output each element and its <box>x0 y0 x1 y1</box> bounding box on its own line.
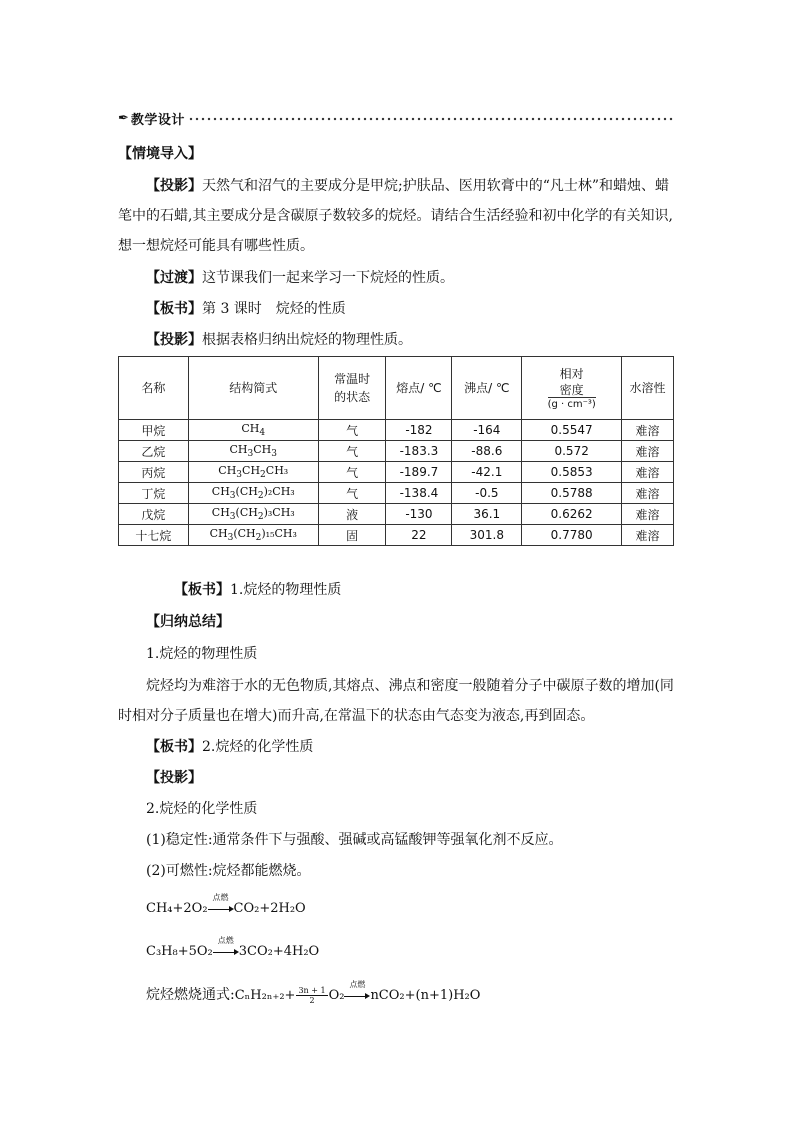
cell-formula <box>188 441 318 462</box>
formula-part: CH₃ <box>265 463 289 477</box>
equation-left: C₃H₈+5O₂ <box>146 944 213 959</box>
equation-left: CₙH₂ₙ₊₂+ <box>234 988 296 1003</box>
board-chemical-properties <box>146 737 313 757</box>
tag-board: 【板书】 <box>146 739 202 755</box>
formula-subscript: 4 <box>259 428 266 439</box>
header-density-unit: (g · cm⁻³) <box>547 398 596 410</box>
pen-icon: ✒ <box>118 110 129 126</box>
cell-density: 0.7780 <box>522 525 622 546</box>
reaction-condition: 点燃 <box>212 892 229 902</box>
cell-melting-point: -189.7 <box>386 462 452 483</box>
paragraph-projection-1 <box>118 171 674 261</box>
cell-formula <box>188 483 318 504</box>
formula-subscript: 2 <box>255 533 262 544</box>
tag-projection: 【投影】 <box>146 770 202 786</box>
formula-subscript: 3 <box>227 533 234 544</box>
equation-right: 3CO₂+4H₂O <box>238 944 320 959</box>
formula-part: CH <box>211 505 230 519</box>
equation-oxygen: O₂ <box>328 988 345 1003</box>
cell-density: 0.5547 <box>522 420 622 441</box>
header-state <box>318 357 386 420</box>
cell-melting-point: 22 <box>386 525 452 546</box>
cell-formula <box>188 525 318 546</box>
equation-right: CO₂+2H₂O <box>233 901 306 916</box>
cell-boiling-point: -88.6 <box>452 441 522 462</box>
header-name: 名称 <box>119 357 189 420</box>
cell-solubility: 难溶 <box>622 441 674 462</box>
table-row <box>119 420 674 441</box>
cell-boiling-point: -42.1 <box>452 462 522 483</box>
physical-properties-text: 烷烃均为难溶于水的无色物质,其熔点、沸点和密度一般随着分子中碳原子数的增加(同时相对分子质量也在增大)而升高,在常温下的状态由气态变为液态,再到固态。 <box>118 678 674 724</box>
cell-melting-point: -130 <box>386 504 452 525</box>
dotted-divider <box>188 116 674 122</box>
fraction-numerator: 3n + 1 <box>298 986 326 995</box>
board-text: 1.烷烃的物理性质 <box>230 582 342 598</box>
equation-methane <box>146 892 306 916</box>
formula-subscript: 3 <box>229 512 236 523</box>
cell-state: 液 <box>318 504 386 525</box>
reaction-arrow <box>213 935 239 958</box>
table-row <box>119 483 674 504</box>
cell-name: 戊烷 <box>119 504 189 525</box>
reaction-arrow <box>344 979 370 1002</box>
header-density-line2: 密度 <box>548 383 596 398</box>
intro-heading: 【情境导入】 <box>118 146 202 162</box>
tag-projection: 【投影】 <box>146 178 202 194</box>
cell-solubility: 难溶 <box>622 462 674 483</box>
header-formula: 结构简式 <box>188 357 318 420</box>
paragraph-board-lesson <box>146 299 346 319</box>
cell-solubility: 难溶 <box>622 504 674 525</box>
cell-state: 气 <box>318 462 386 483</box>
table-body <box>119 420 674 546</box>
board-physical-properties <box>174 580 341 600</box>
formula-part: (CH <box>235 484 258 498</box>
paragraph-transition <box>146 268 454 288</box>
cell-name: 丙烷 <box>119 462 189 483</box>
cell-boiling-point: -0.5 <box>452 483 522 504</box>
summary-heading: 【归纳总结】 <box>146 614 230 630</box>
paragraph-text: 这节课我们一起来学习一下烷烃的性质。 <box>202 270 454 286</box>
header-density-fraction <box>548 383 596 412</box>
formula-part: CH <box>209 526 228 540</box>
equation-right: nCO₂+(n+1)H₂O <box>370 988 481 1003</box>
cell-density: 0.5853 <box>522 462 622 483</box>
reaction-arrow <box>208 892 234 915</box>
cell-formula <box>188 504 318 525</box>
chemical-stability: (1)稳定性:通常条件下与强酸、强碱或高锰酸钾等强氧化剂不反应。 <box>146 832 563 848</box>
equation-prefix: 烷烃燃烧通式: <box>146 987 235 1003</box>
formula-part: CH <box>242 463 261 477</box>
cell-melting-point: -182 <box>386 420 452 441</box>
header-density-line1: 相对 <box>559 366 584 381</box>
header-solubility: 水溶性 <box>622 357 674 420</box>
reaction-condition: 点燃 <box>217 935 234 945</box>
section-header <box>118 108 674 128</box>
table-row <box>119 441 674 462</box>
cell-state: 气 <box>318 483 386 504</box>
header-state-line2: 的状态 <box>334 390 371 404</box>
cell-name: 十七烷 <box>119 525 189 546</box>
cell-solubility: 难溶 <box>622 525 674 546</box>
cell-density: 0.6262 <box>522 504 622 525</box>
table-header-row <box>119 357 674 420</box>
reaction-condition: 点燃 <box>349 979 366 989</box>
cell-name: 乙烷 <box>119 441 189 462</box>
formula-part: CH <box>218 463 237 477</box>
formula-subscript: 3 <box>236 470 243 481</box>
cell-formula <box>188 420 318 441</box>
tag-transition: 【过渡】 <box>146 270 202 286</box>
cell-boiling-point: 36.1 <box>452 504 522 525</box>
cell-melting-point: -183.3 <box>386 441 452 462</box>
cell-boiling-point: -164 <box>452 420 522 441</box>
header-density <box>522 357 622 420</box>
formula-part: CH <box>211 484 230 498</box>
cell-density: 0.5788 <box>522 483 622 504</box>
equation-general <box>146 979 481 1005</box>
cell-boiling-point: 301.8 <box>452 525 522 546</box>
cell-state: 气 <box>318 420 386 441</box>
table-row <box>119 462 674 483</box>
cell-state: 固 <box>318 525 386 546</box>
formula-part: CH <box>229 442 248 456</box>
cell-density: 0.572 <box>522 441 622 462</box>
header-boiling-point: 沸点/ ℃ <box>452 357 522 420</box>
formula-part: (CH <box>233 526 256 540</box>
formula-part: )₃CH₃ <box>263 505 295 519</box>
header-state-line1: 常温时 <box>334 372 371 386</box>
header-melting-point: 熔点/ ℃ <box>386 357 452 420</box>
table-row <box>119 504 674 525</box>
cell-melting-point: -138.4 <box>386 483 452 504</box>
alkane-properties-table <box>118 356 674 546</box>
cell-solubility: 难溶 <box>622 483 674 504</box>
chemical-properties-heading: 2.烷烃的化学性质 <box>146 801 258 817</box>
formula-subscript: 2 <box>260 470 266 481</box>
chemical-combustibility: (2)可燃性:烷烃都能燃烧。 <box>146 863 311 879</box>
formula-part: CH <box>241 421 260 435</box>
cell-name: 丁烷 <box>119 483 189 504</box>
paragraph-text: 第 3 课时 烷烃的性质 <box>202 301 346 317</box>
equation-left: CH₄+2O₂ <box>146 901 208 916</box>
formula-part: (CH <box>235 505 258 519</box>
paragraph-projection-2 <box>146 330 412 350</box>
board-text: 2.烷烃的化学性质 <box>202 739 314 755</box>
tag-projection: 【投影】 <box>146 332 202 348</box>
formula-part: CH <box>253 442 272 456</box>
paragraph-text: 根据表格归纳出烷烃的物理性质。 <box>202 332 412 348</box>
cell-solubility: 难溶 <box>622 420 674 441</box>
cell-name: 甲烷 <box>119 420 189 441</box>
formula-subscript: 2 <box>257 512 264 523</box>
fraction-denominator: 2 <box>309 996 315 1005</box>
formula-part: )₂CH₃ <box>263 484 295 498</box>
formula-subscript: 3 <box>229 491 236 502</box>
physical-properties-heading: 1.烷烃的物理性质 <box>146 646 258 662</box>
cell-state: 气 <box>318 441 386 462</box>
formula-subscript: 3 <box>247 449 254 460</box>
formula-subscript: 3 <box>271 449 277 460</box>
section-title: 教学设计 <box>130 112 185 128</box>
formula-part: )₁₅CH₃ <box>261 526 297 540</box>
formula-subscript: 2 <box>257 491 264 502</box>
coefficient-fraction <box>296 986 327 1005</box>
tag-board: 【板书】 <box>146 301 202 317</box>
cell-formula <box>188 462 318 483</box>
paragraph-text: 天然气和沼气的主要成分是甲烷;护肤品、医用软膏中的“凡士林”和蜡烛、蜡笔中的石蜡,其主要成分是含碳原子数较多的烷烃。请结合生活经验和初中化学的有关知识,想一想烷烃可能具有哪些性质。 <box>118 178 673 254</box>
equation-propane <box>146 935 320 959</box>
tag-board: 【板书】 <box>174 582 230 598</box>
table-row <box>119 525 674 546</box>
